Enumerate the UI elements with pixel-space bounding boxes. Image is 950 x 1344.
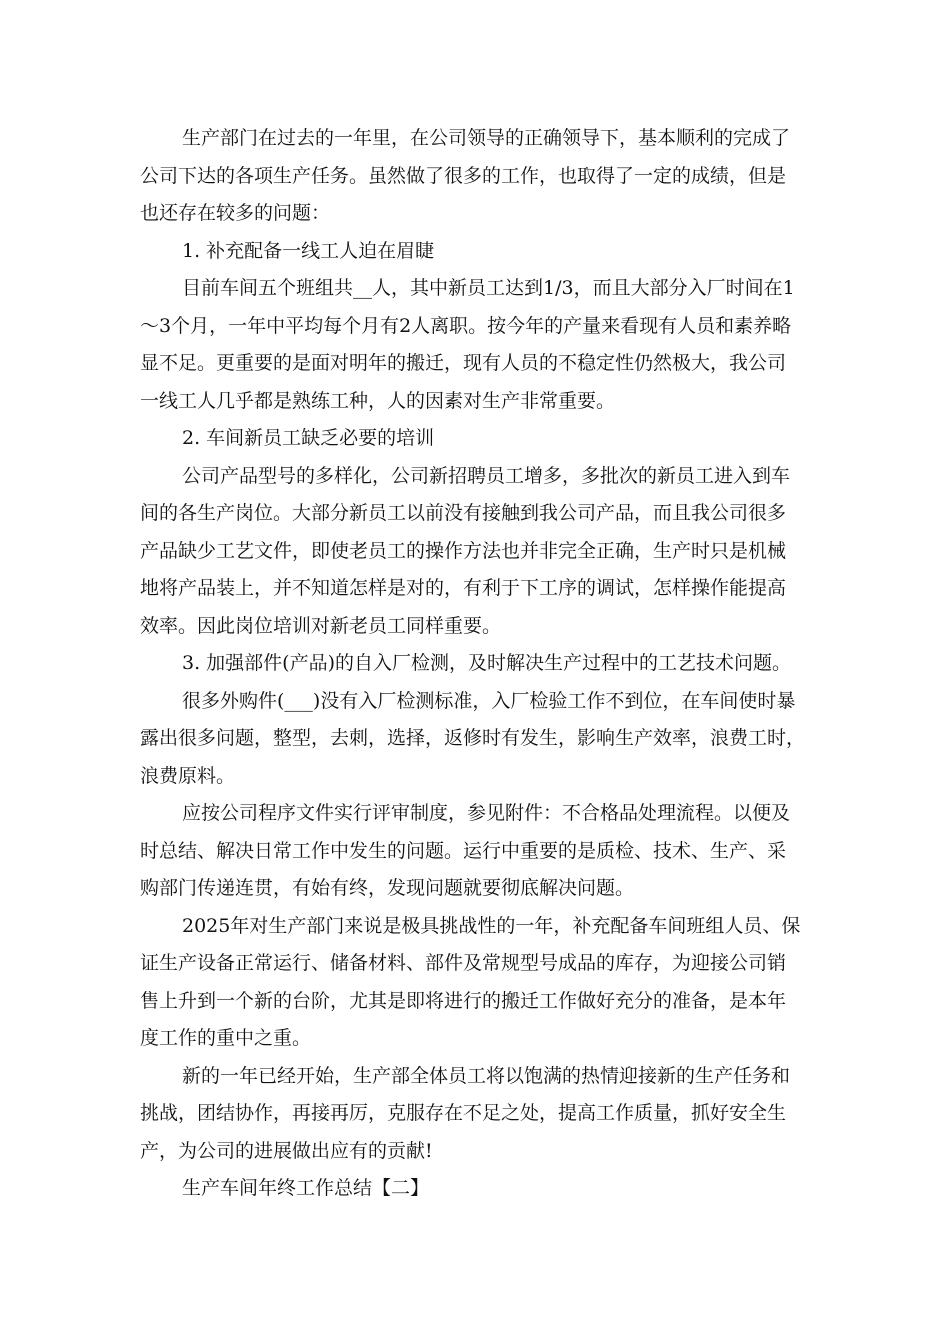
- text-line: 效率。因此岗位培训对新老员工同样重要。: [140, 614, 502, 637]
- section-3-paragraph: [140, 683, 812, 796]
- section-2-paragraph: [140, 458, 812, 646]
- heading-text: 3. 加强部件(产品)的自入厂检测，及时解决生产过程中的工艺技术问题。: [182, 652, 791, 674]
- text-line: 一线工人几乎都是熟练工种，人的因素对生产非常重要。: [140, 389, 616, 412]
- section-title-text: 生产车间年终工作总结【二】: [182, 1177, 430, 1199]
- text-line: 显不足。更重要的是面对明年的搬迁，现有人员的不稳定性仍然极大，我公司: [140, 352, 787, 374]
- section-1-paragraph: [140, 270, 812, 420]
- text-line: 时总结、解决日常工作中发生的问题。运行中重要的是质检、技术、生产、采: [140, 839, 787, 862]
- text-line: 产，为公司的进展做出应有的贡献!: [140, 1139, 433, 1162]
- text-line: 很多外购件(___)没有入厂检测标准，入厂检验工作不到位，在车间使时暴: [182, 689, 796, 712]
- text-line: ～3个月，一年中平均每个月有2人离职。按今年的产量来看现有人员和素养略: [140, 314, 792, 337]
- text-line: 公司产品型号的多样化，公司新招聘员工增多，多批次的新员工进入到车: [182, 464, 791, 487]
- text-line: 浪费原料。: [140, 764, 236, 787]
- text-line: 产品缺少工艺文件，即使老员工的操作方法也并非完全正确，生产时只是机械: [140, 539, 787, 562]
- text-line: 也还存在较多的问题：: [140, 202, 331, 224]
- text-line: 间的各生产岗位。大部分新员工以前没有接触到我公司产品，而且我公司很多: [140, 502, 787, 524]
- text-line: 应按公司程序文件实行评审制度，参见附件：不合格品处理流程。以便及: [182, 802, 791, 824]
- text-line: 公司下达的各项生产任务。虽然做了很多的工作，也取得了一定的成绩，但是: [140, 164, 787, 187]
- text-line: 购部门传递连贯，有始有终，发现问题就要彻底解决问题。: [140, 877, 635, 899]
- year-plan-paragraph: [140, 908, 812, 1058]
- section-title-2: [140, 1170, 812, 1208]
- text-line: 新的一年已经开始，生产部全体员工将以饱满的热情迎接新的生产任务和: [182, 1064, 791, 1087]
- procedure-paragraph: [140, 795, 812, 908]
- text-line: 挑战，团结协作，再接再厉，克服存在不足之处，提高工作质量，抓好安全生: [140, 1102, 787, 1124]
- text-line: 目前车间五个班组共__人，其中新员工达到1/3，而且大部分入厂时间在1: [182, 277, 795, 299]
- section-heading-1: [140, 233, 812, 271]
- text-line: 生产部门在过去的一年里，在公司领导的正确领导下，基本顺利的完成了: [182, 127, 791, 149]
- text-line: 2025年对生产部门来说是极具挑战性的一年，补充配备车间班组人员、保: [182, 914, 801, 937]
- text-line: 证生产设备正常运行、储备材料、部件及常规型号成品的库存，为迎接公司销: [140, 952, 787, 974]
- text-line: 售上升到一个新的台阶，尤其是即将进行的搬迁工作做好充分的准备，是本年: [140, 989, 787, 1012]
- heading-text: 2. 车间新员工缺乏必要的培训: [182, 427, 435, 449]
- heading-text: 1. 补充配备一线工人迫在眉睫: [182, 239, 435, 262]
- text-line: 露出很多问题，整型，去刺，选择，返修时有发生，影响生产效率，浪费工时，: [140, 727, 806, 749]
- section-heading-2: [140, 420, 812, 458]
- text-line: 地将产品装上，并不知道怎样是对的，有利于下工序的调试，怎样操作能提高: [140, 577, 787, 599]
- section-heading-3: [140, 645, 812, 683]
- text-line: 度工作的重中之重。: [140, 1027, 312, 1049]
- document-body: [140, 120, 812, 1208]
- intro-paragraph: [140, 120, 812, 233]
- closing-paragraph: [140, 1058, 812, 1171]
